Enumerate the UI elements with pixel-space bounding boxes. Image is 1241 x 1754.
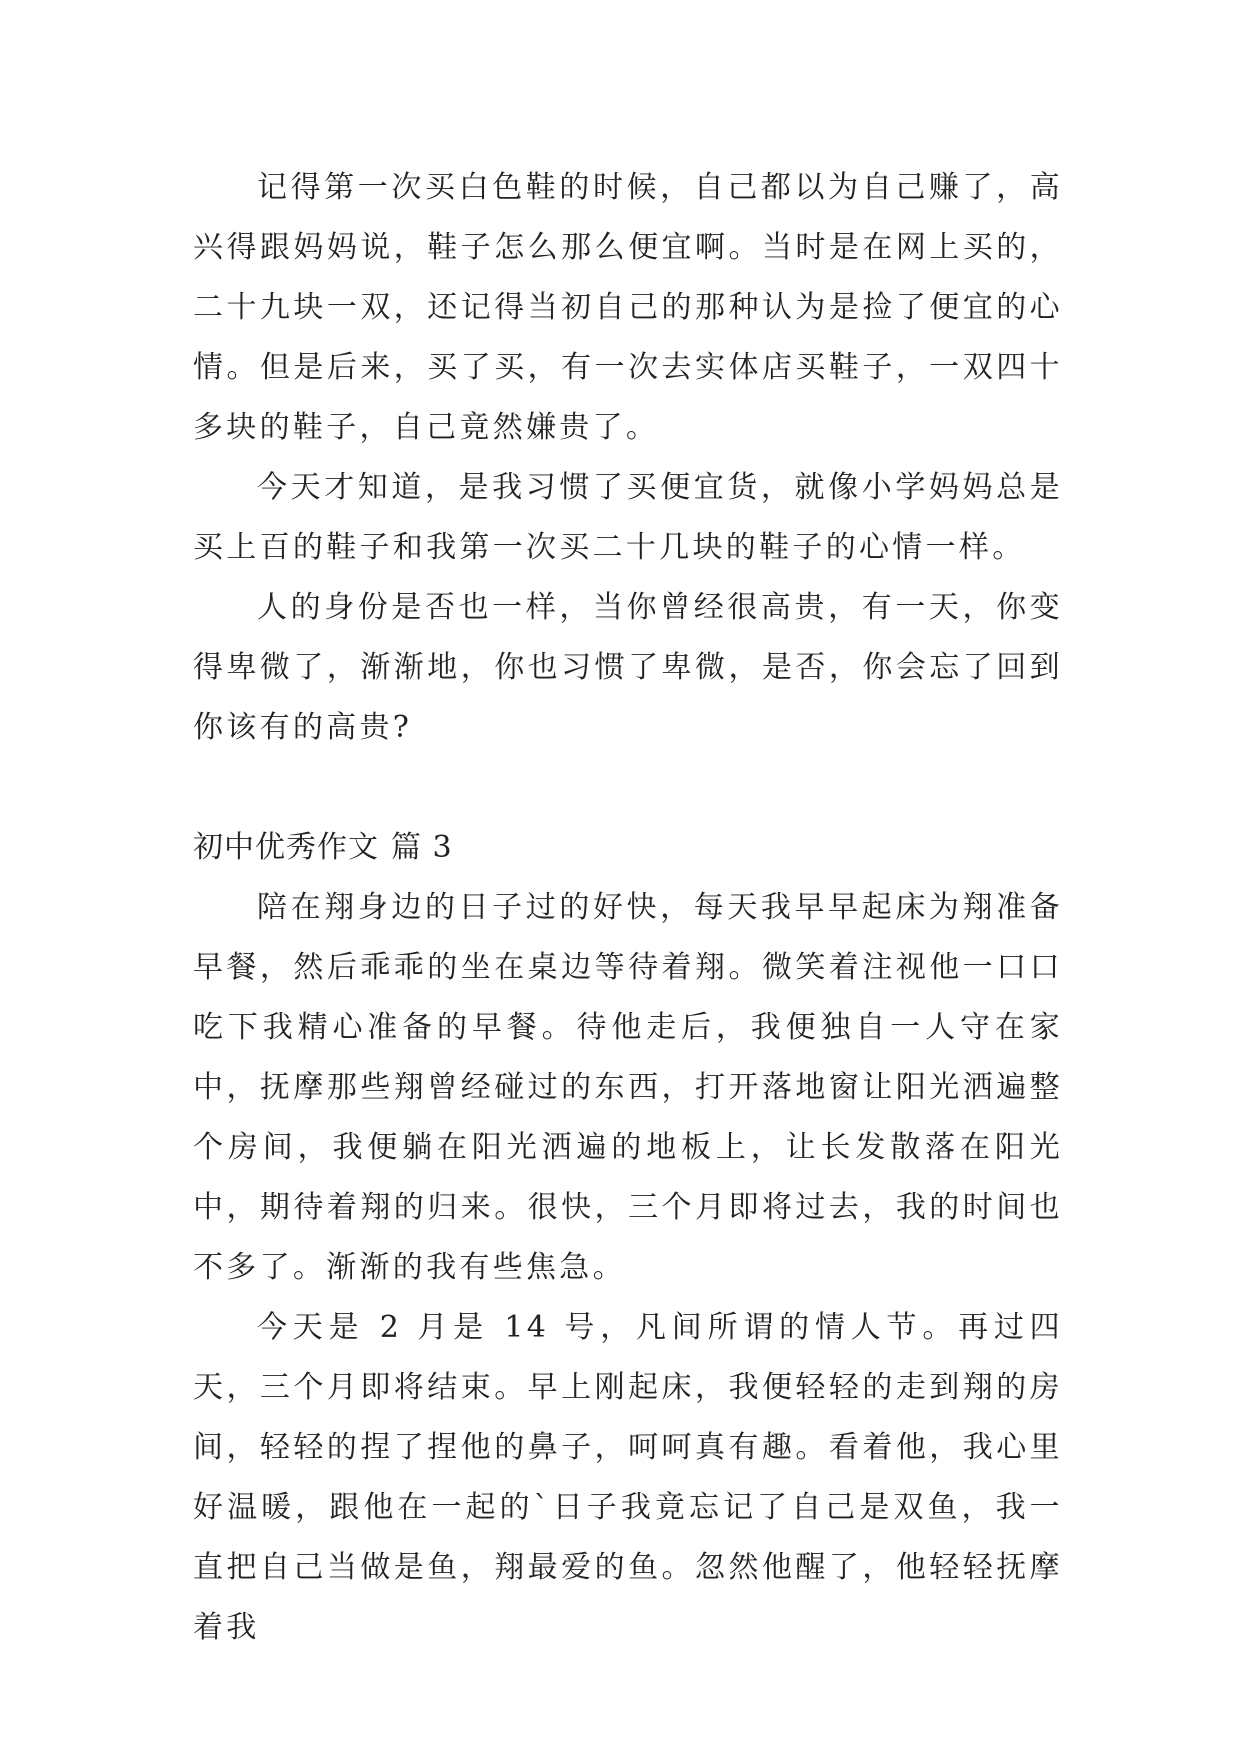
section-heading [193,818,1063,878]
paragraph-valentines-day: 今天是 2 月是 14 号，凡间所谓的情人节。再过四天，三个月即将结束。早上刚起床，我便轻轻的走到翔的房间，轻轻的捏了捏他的鼻子，呵呵真有趣。看着他，我心里好温暖，跟他在一起的`日子我竟忘记了自己是双鱼，我一直把自己当做是鱼，翔最爱的鱼。忽然他醒了，他轻轻抚摩着我 [193,1310,1063,1645]
section-title: 初中优秀作文 [193,830,379,865]
document-body [193,158,1063,1658]
section-number: 篇 3 [391,830,453,865]
paragraph-identity: 人的身份是否也一样，当你曾经很高贵，有一天，你变得卑微了，渐渐地，你也习惯了卑微，是否，你会忘了回到你该有的高贵? [193,590,1063,745]
paragraph-days-with-xiang: 陪在翔身边的日子过的好快，每天我早早起床为翔准备早餐，然后乖乖的坐在桌边等待着翔。微笑着注视他一口口吃下我精心准备的早餐。待他走后，我便独自一人守在家中，抚摩那些翔曾经碰过的东西，打开落地窗让阳光洒遍整个房间，我便躺在阳光洒遍的地板上，让长发散落在阳光中，期待着翔的归来。很快，三个月即将过去，我的时间也不多了。渐渐的我有些焦急。 [193,890,1063,1285]
paragraph-cheap-goods: 今天才知道，是我习惯了买便宜货，就像小学妈妈总是买上百的鞋子和我第一次买二十几块的鞋子的心情一样。 [193,470,1063,565]
paragraph-white-shoes: 记得第一次买白色鞋的时候，自己都以为自己赚了，高兴得跟妈妈说，鞋子怎么那么便宜啊。当时是在网上买的，二十九块一双，还记得当初自己的那种认为是捡了便宜的心情。但是后来，买了买，有一次去实体店买鞋子，一双四十多块的鞋子，自己竟然嫌贵了。 [193,170,1063,445]
